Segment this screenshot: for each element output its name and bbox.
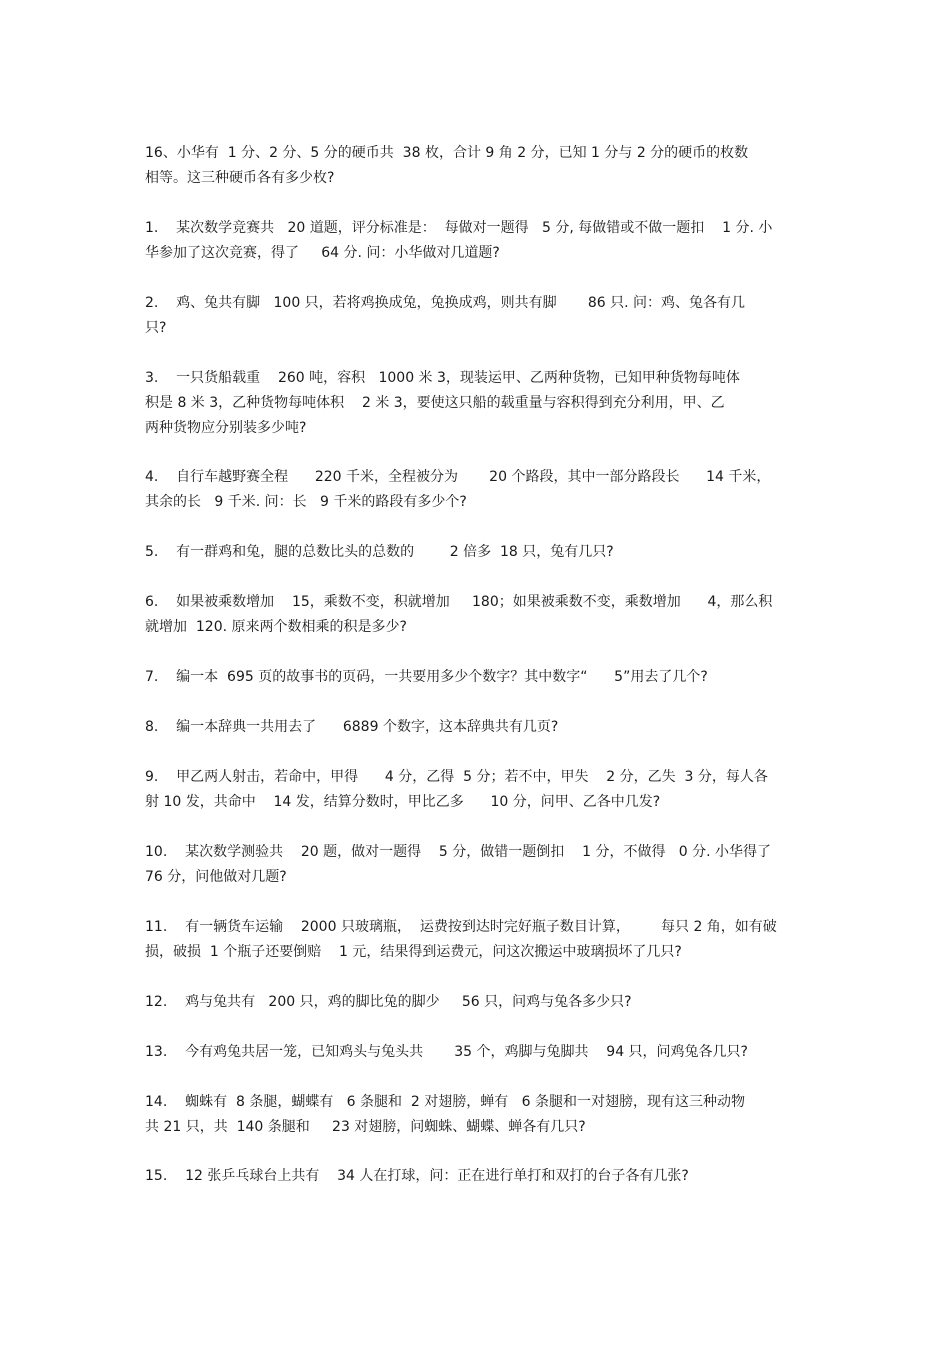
problem-13 <box>145 1040 815 1065</box>
problem-line: 射 10 发，共命中 14 发，结算分数时，甲比乙多 10 分，问甲、乙各中几发? <box>145 794 661 810</box>
problem-line: 9. 甲乙两人射击，若命中，甲得 4 分，乙得 5 分；若不中，甲失 2 分，乙失 3 分，每人各 <box>145 769 768 785</box>
problem-6 <box>145 590 815 640</box>
problem-line: 共 21 只，共 140 条腿和 23 对翅膀，问蜘蛛、蝴蝶、蝉各有几只? <box>145 1119 586 1135</box>
problem-line: 1. 某次数学竞赛共 20 道题，评分标准是： 每做对一题得 5 分, 每做错或不做一题扣 1 分. 小 <box>145 220 773 236</box>
problem-line: 3. 一只货船载重 260 吨，容积 1000 米 3，现装运甲、乙两种货物，已知甲种货物每吨体 <box>145 370 740 386</box>
problem-15 <box>145 1164 815 1189</box>
problem-line: 16、小华有 1 分、2 分、5 分的硬币共 38 枚，合计 9 角 2 分，已知 1 分与 2 分的硬币的枚数 <box>145 145 749 161</box>
problem-16 <box>145 141 815 191</box>
problem-line: 5. 有一群鸡和兔，腿的总数比头的总数的 2 倍多 18 只，兔有几只? <box>145 544 614 560</box>
problem-line: 相等。这三种硬币各有多少枚? <box>145 170 335 186</box>
problem-8 <box>145 715 815 740</box>
problem-line: 76 分，问他做对几题? <box>145 869 287 885</box>
problem-line: 积是 8 米 3，乙种货物每吨体积 2 米 3，要使这只船的载重量与容积得到充分利用，甲、乙 <box>145 395 725 411</box>
problem-line: 7. 编一本 695 页的故事书的页码，一共要用多少个数字？其中数字“ 5”用去了几个? <box>145 669 708 685</box>
problem-7 <box>145 665 815 690</box>
problem-11 <box>145 915 815 965</box>
problem-line: 4. 自行车越野赛全程 220 千米，全程被分为 20 个路段，其中一部分路段长 14 千米， <box>145 469 771 485</box>
problem-line: 15. 12 张乒乓球台上共有 34 人在打球，问：正在进行单打和双打的台子各有几张? <box>145 1168 689 1184</box>
problem-line: 6. 如果被乘数增加 15，乘数不变，积就增加 180；如果被乘数不变，乘数增加 4，那么积 <box>145 594 773 610</box>
problem-line: 12. 鸡与兔共有 200 只，鸡的脚比兔的脚少 56 只，问鸡与兔各多少只? <box>145 994 632 1010</box>
problem-line: 其余的长 9 千米. 问：长 9 千米的路段有多少个? <box>145 494 467 510</box>
problem-14 <box>145 1090 815 1140</box>
problem-12 <box>145 990 815 1015</box>
problem-line: 11. 有一辆货车运输 2000 只玻璃瓶， 运费按到达时完好瓶子数目计算， 每只 2 角，如有破 <box>145 919 777 935</box>
problem-line: 就增加 120. 原来两个数相乘的积是多少? <box>145 619 407 635</box>
problem-line: 8. 编一本辞典一共用去了 6889 个数字，这本辞典共有几页? <box>145 719 559 735</box>
problem-line: 损，破损 1 个瓶子还要倒赔 1 元，结果得到运费元，问这次搬运中玻璃损坏了几只? <box>145 944 682 960</box>
problem-5 <box>145 540 815 565</box>
problem-line: 14. 蜘蛛有 8 条腿，蝴蝶有 6 条腿和 2 对翅膀，蝉有 6 条腿和一对翅膀，现有这三种动物 <box>145 1094 745 1110</box>
problem-line: 只? <box>145 320 167 336</box>
problem-4 <box>145 465 815 515</box>
problem-line: 13. 今有鸡兔共居一笼，已知鸡头与兔头共 35 个，鸡脚与兔脚共 94 只，问鸡兔各几只? <box>145 1044 748 1060</box>
problem-line: 2. 鸡、兔共有脚 100 只，若将鸡换成兔，兔换成鸡，则共有脚 86 只. 问：鸡、兔各有几 <box>145 295 745 311</box>
problem-3 <box>145 366 815 441</box>
problem-line: 两种货物应分别装多少吨? <box>145 420 307 436</box>
problem-9 <box>145 765 815 815</box>
problem-10 <box>145 840 815 890</box>
problem-1 <box>145 216 815 266</box>
problem-2 <box>145 291 815 341</box>
problem-line: 华参加了这次竞赛，得了 64 分. 问：小华做对几道题? <box>145 245 500 261</box>
problem-line: 10. 某次数学测验共 20 题，做对一题得 5 分，做错一题倒扣 1 分，不做得 0 分. 小华得了 <box>145 844 772 860</box>
